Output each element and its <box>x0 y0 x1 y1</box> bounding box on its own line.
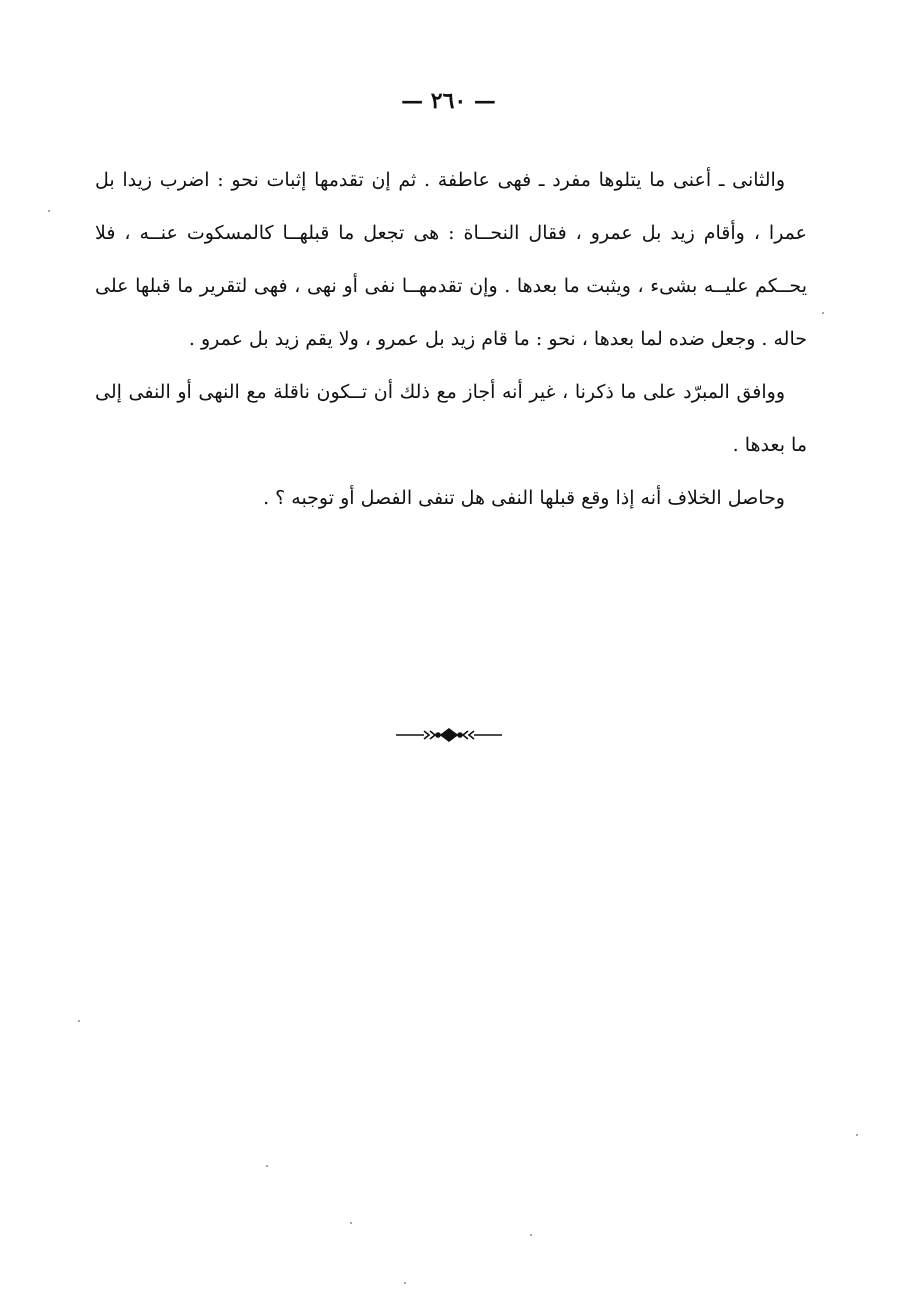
section-end-ornament <box>0 727 897 743</box>
page-number: — ٢٦٠ — <box>401 88 496 114</box>
paragraph-1: والثانى ـ أعنى ما يتلوها مفرد ـ فهى عاطفة . ثم إن تقدمها إثبات نحو : اضرب زيدا بل عمرا ، وأقام زيد بل عمرو ، فقال النحــاة : هى تجعل ما قبلهــا كالمسكوت عنــه ، فلا يحــكم عليــه بشىء ، ويثبت ما بعدها . وإن تقدمهــا نفى أو نهى ، فهى لتقرير ما قبلها على حاله . وجعل ضده لما بعدها ، نحو : ما قام زيد بل عمرو ، ولا يقم زيد بل عمرو . <box>95 169 807 350</box>
paper-speck <box>266 1165 268 1167</box>
paper-speck <box>350 1222 352 1224</box>
paper-speck <box>78 1020 80 1022</box>
paper-speck <box>856 1134 858 1136</box>
body-text <box>95 154 807 525</box>
paper-speck <box>404 1282 406 1284</box>
paragraph-3: وحاصل الخلاف أنه إذا وقع قبلها النفى هل تنفى الفصل أو توجبه ؟ . <box>263 487 785 509</box>
paragraph-2: ووافق المبرّد على ما ذكرنا ، غير أنه أجاز مع ذلك أن تــكون ناقلة مع النهى أو النفى إلى ما بعدها . <box>95 381 807 456</box>
paper-speck <box>822 312 824 314</box>
ornament-divider-icon <box>394 727 504 743</box>
paper-speck <box>530 1234 532 1236</box>
paper-speck <box>48 210 50 212</box>
